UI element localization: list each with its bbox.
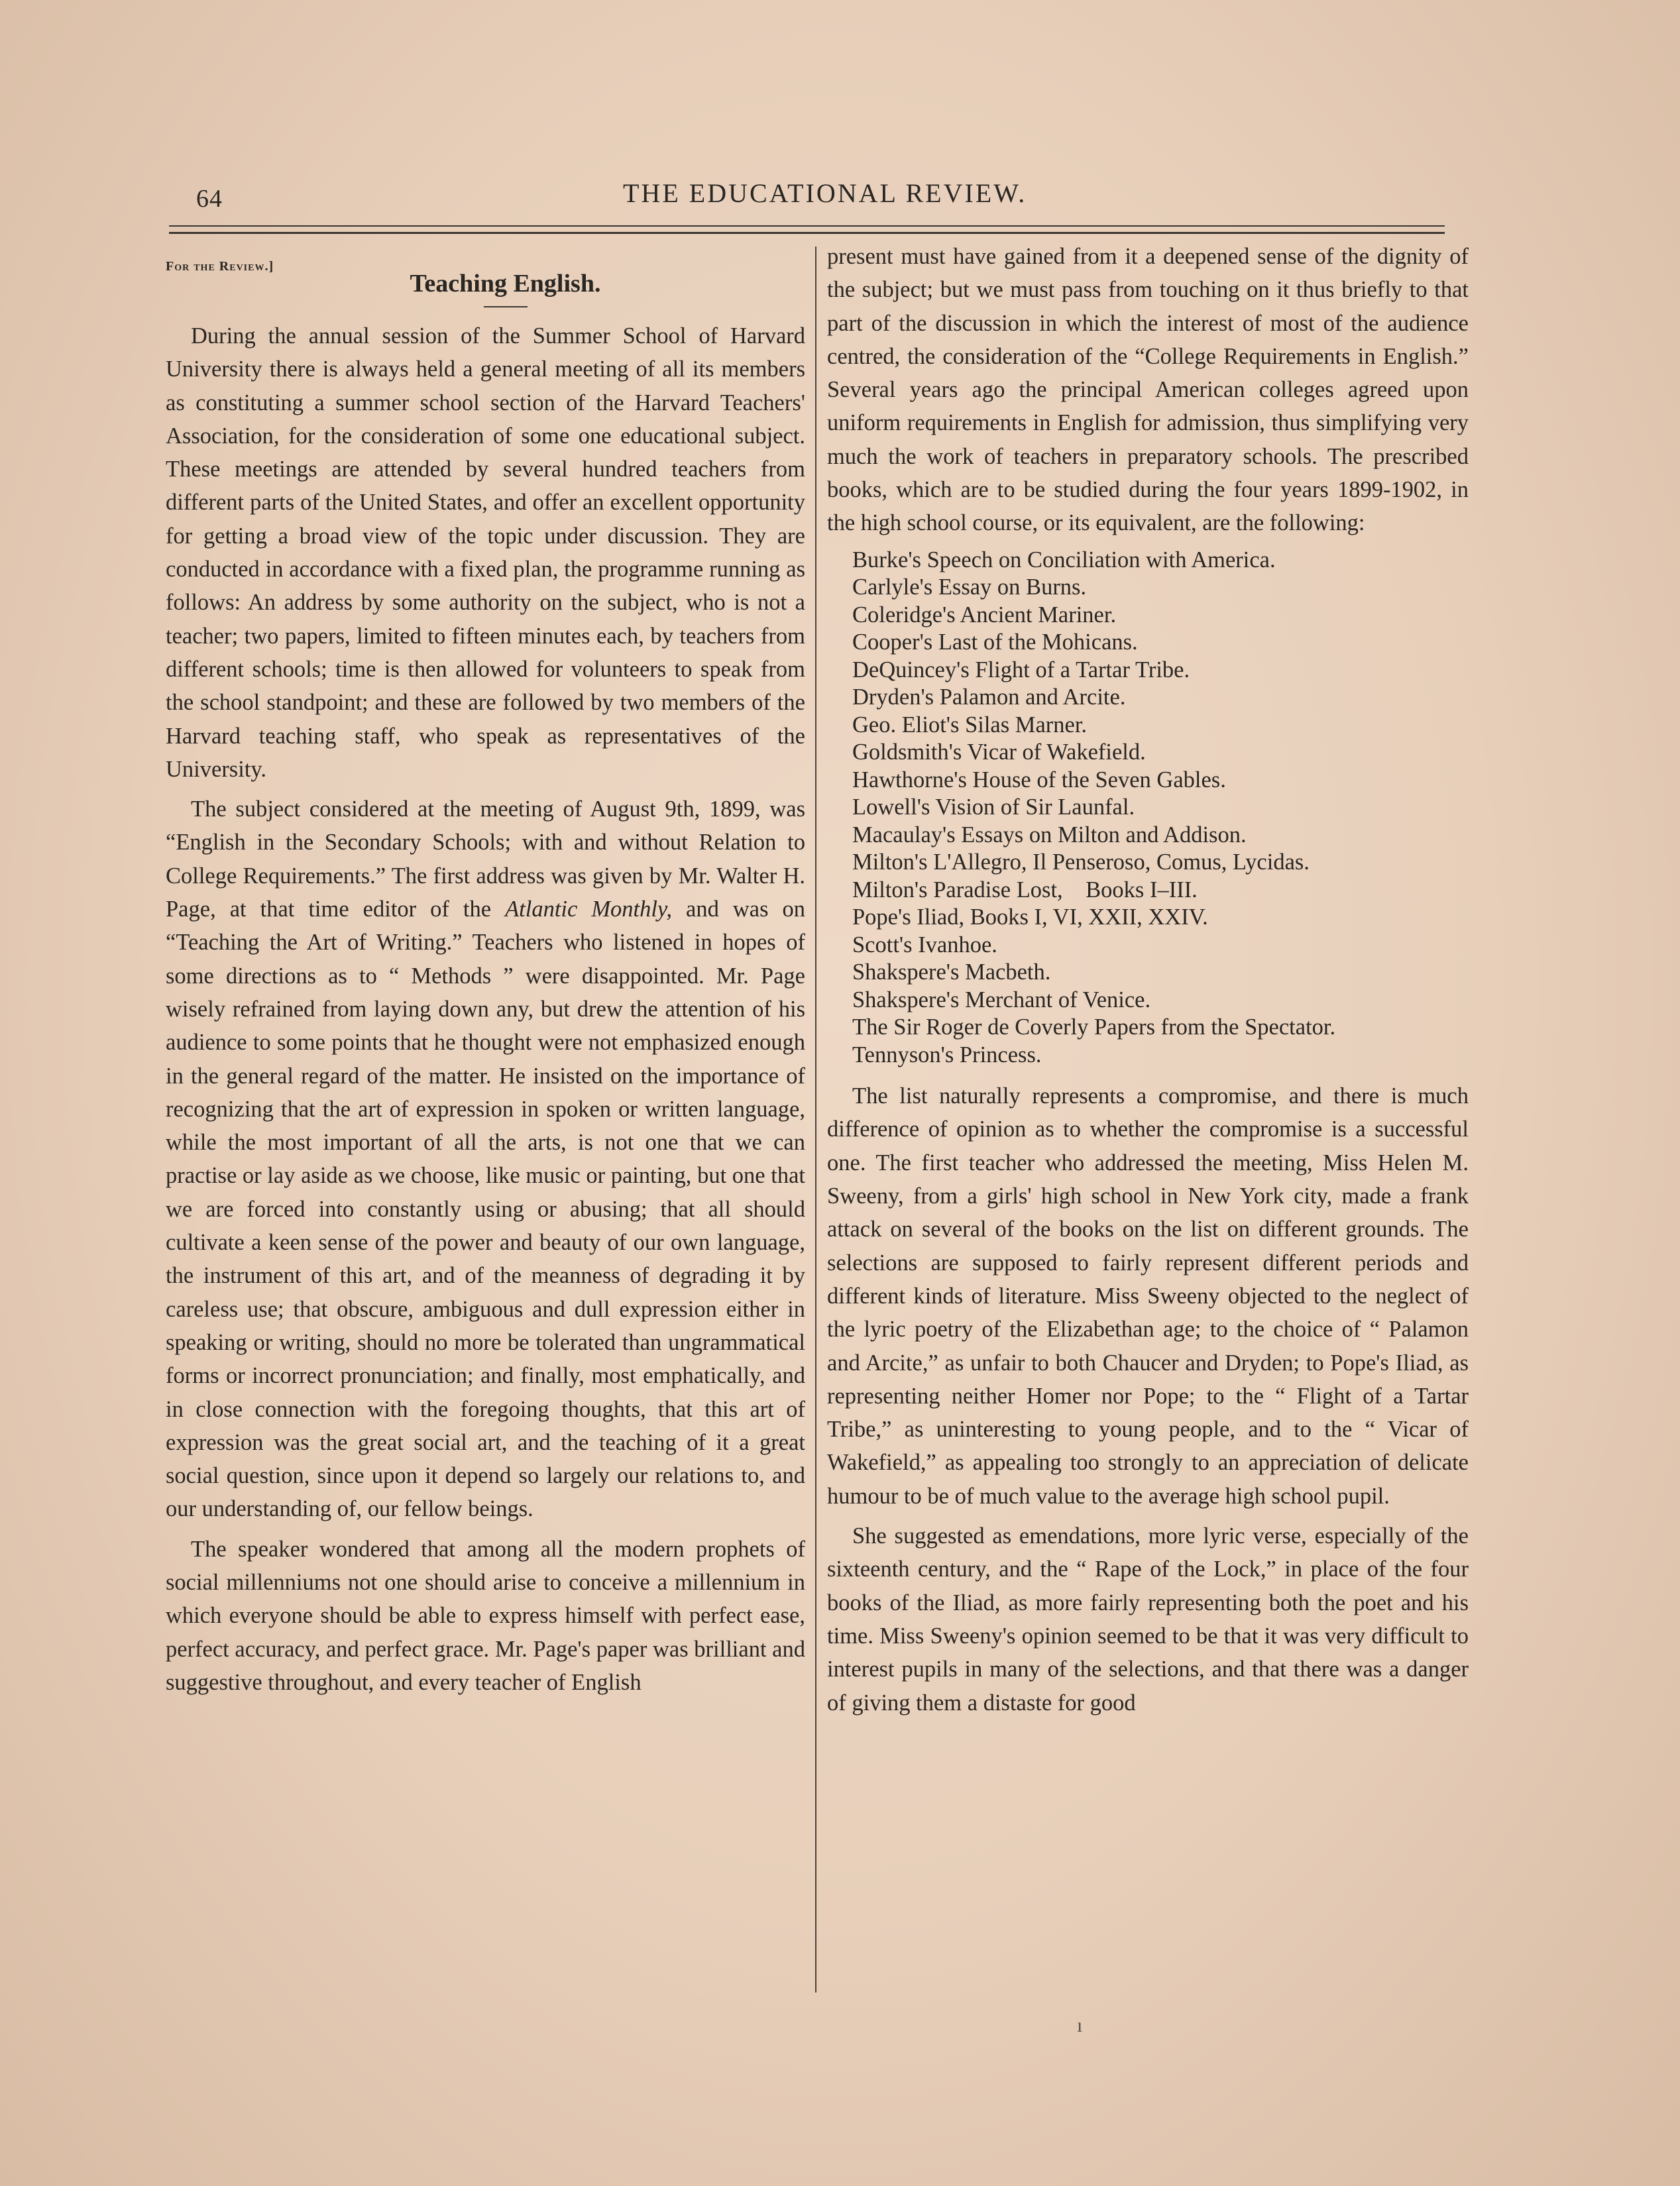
paragraph-5: The list naturally represents a compromise, and there is much difference of opinion as to whether the compromise is a successful one. The first teacher who addressed the meeting, Miss Helen M. Sweeny, from a girls' high school in New York city, made a frank attack on several of the books on the list on different grounds. The selections are supposed to fairly represent different periods and different kinds of literature. Miss Sweeny objected to the neglect of the lyric poetry of the Elizabethan age; to the choice of “ Palamon and Arcite,” as unfair to both Chaucer and Dryden; to Pope's Iliad, as representing neither Homer nor Pope; to the “ Flight of a Tartar Tribe,” as uninteresting to young people, and to the “ Vicar of Wakefield,” as appealing too strongly to an appreciation of delicate humour to be of much value to the average high school pupil. bbox=[827, 1083, 1469, 1509]
paragraph-1: During the annual session of the Summer School of Harvard University there is always held a general meeting of all its members as constituting a summer school section of the Harvard Teachers' Association, for the consideration of some one educational subject. These meetings are attended by several hundred teachers from different parts of the United States, and offer an excellent opportunity for getting a broad view of the topic under discussion. They are conducted in accordance with a fixed plan, the programme running as follows: An address by some authority on the subject, who is not a teacher; two papers, limited to fifteen minutes each, by teachers from different schools; time is then allowed for volunteers to speak from the school standpoint; and these are followed by two members of the Harvard teaching staff, who speak as representatives of the University. bbox=[166, 323, 805, 782]
book-item: Shakspere's Merchant of Venice. bbox=[852, 987, 1151, 1012]
paragraph-6: She suggested as emendations, more lyric verse, especially of the sixteenth century, and the “ Rape of the Lock,” in place of the four books of the Iliad, as more fairly representing both the poet and his time. Miss Sweeny's opinion seemed to be that it was very difficult to interest pupils in many of the selections, and that there was a danger of giving them a distaste for good bbox=[827, 1523, 1469, 1716]
book-item: Coleridge's Ancient Mariner. bbox=[852, 602, 1117, 628]
book-item: Carlyle's Essay on Burns. bbox=[852, 574, 1087, 600]
left-column bbox=[166, 257, 805, 1706]
book-item: Milton's L'Allegro, Il Penseroso, Comus, Lycidas. bbox=[852, 849, 1310, 875]
header-rule-thin bbox=[169, 225, 1445, 227]
article-kicker: For the Review.] bbox=[166, 259, 274, 274]
book-item: Pope's Iliad, Books I, VI, XXII, XXIV. bbox=[852, 904, 1208, 930]
book-item: Lowell's Vision of Sir Launfal. bbox=[852, 794, 1135, 820]
book-item: Milton's Paradise Lost, Books I–III. bbox=[852, 877, 1198, 902]
page-number: 64 bbox=[196, 185, 223, 213]
paragraph-3: The speaker wondered that among all the modern prophets of social millenniums not one should arise to conceive a millennium in which everyone should be able to express himself with perfect ease, perfect accuracy, and perfect grace. Mr. Page's paper was brilliant and suggestive throughout, and every teacher of English bbox=[166, 1536, 805, 1695]
prescribed-books-list bbox=[852, 547, 1469, 1069]
book-item: The Sir Roger de Coverly Papers from the Spectator. bbox=[852, 1014, 1336, 1040]
book-item: Shakspere's Macbeth. bbox=[852, 959, 1051, 985]
book-item: Burke's Speech on Conciliation with America. bbox=[852, 547, 1276, 573]
right-column bbox=[827, 240, 1469, 1726]
paragraph-2-part-2: and was on “Teaching the Art of Writing.” Teachers who listened in hopes of some directions as to “ Methods ” were disappointed. Mr. Page wisely refrained from laying down any, but drew the attention of his audience to some points that he thought were not emphasized enough in the general regard of the matter. He insisted on the importance of recognizing that the art of expression in spoken or written language, while the most important of all the arts, is not one that we can practise or lay aside as we choose, like music or painting, but one that we are forced into constantly using or abusing; that all should cultivate a keen sense of the power and beauty of our own language, the instrument of this art, and of the meanness of degrading it by careless use; that obscure, ambiguous and dull expression either in speaking or writing, should no more be tolerated than ungrammatical forms or incorrect pronunciation; and finally, most emphatically, and in close connection with the foregoing thoughts, that this art of expression was the great social art, and the teaching of it a great social question, since upon it depend so largely our relations to, and our understanding of, our fellow beings. bbox=[166, 897, 806, 1522]
paragraph-3-continuation: present must have gained from it a deepened sense of the dignity of the subject; but we must pass from touching on it thus briefly to that part of the discussion in which the interest of most of the audience centred, the consideration of the “College Requirements in English.” Several years ago the principal American colleges agreed upon uniform requirements in English for admission, thus simplifying very much the work of teachers in preparatory schools. The prescribed books, which are to be studied during the four years 1899-1902, in the high school course, or its equivalent, are the following: bbox=[827, 244, 1469, 536]
book-item: Geo. Eliot's Silas Marner. bbox=[852, 712, 1088, 738]
book-item: Goldsmith's Vicar of Wakefield. bbox=[852, 739, 1146, 765]
title-rule bbox=[484, 306, 528, 307]
book-item: DeQuincey's Flight of a Tartar Tribe. bbox=[852, 657, 1190, 683]
book-item: Macaulay's Essays on Milton and Addison. bbox=[852, 822, 1247, 847]
running-title: THE EDUCATIONAL REVIEW. bbox=[623, 178, 1027, 208]
paragraph-2 bbox=[166, 792, 805, 1526]
article-title: Teaching English. bbox=[410, 270, 601, 298]
print-mark: ı bbox=[1077, 2014, 1083, 2036]
atlantic-monthly-italic: Atlantic Monthly, bbox=[505, 897, 673, 922]
book-item: Cooper's Last of the Mohicans. bbox=[852, 629, 1138, 655]
column-divider bbox=[815, 246, 816, 1993]
book-item: Dryden's Palamon and Arcite. bbox=[852, 684, 1126, 710]
page-header bbox=[166, 171, 1445, 217]
paragraph-2-part-1: The subject considered at the meeting of August 9th, 1899, was “English in the Secondary Schools; with and without Relation to College Requirements.” The first address was given by Mr. Walter H. Page, at that time editor of the bbox=[166, 796, 805, 922]
header-rule-thick bbox=[169, 232, 1445, 234]
book-item: Hawthorne's House of the Seven Gables. bbox=[852, 767, 1226, 792]
book-item: Tennyson's Princess. bbox=[852, 1042, 1042, 1067]
book-item: Scott's Ivanhoe. bbox=[852, 932, 997, 957]
